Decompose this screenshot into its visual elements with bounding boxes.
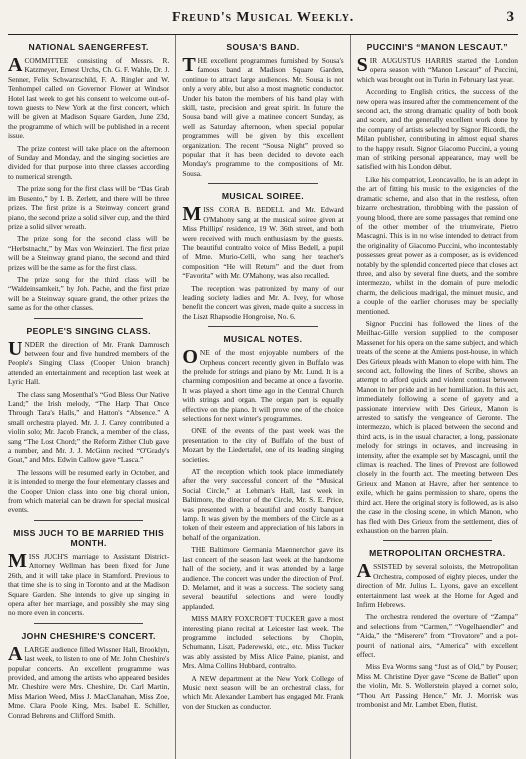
section-divider — [34, 520, 143, 521]
article-paragraph: ONE of the most enjoyable numbers of the Orpheus concert recently given in Buffalo was the prelude for strings and piano by Mr. Lund. It is a charming composition and became at once a favorite. It was played a short time ago in the Central Church with strings and organ. The organ part is equally effective on the piano. It will prove one of the choice selections for next winter's programmes. — [182, 346, 344, 423]
article-paragraph: The lessons will be resumed early in October, and it is intended to merge the four elementary classes and the Cooper Union class into one big choral union, from which material can be drawn for special musical events. — [8, 467, 170, 515]
column-3 — [350, 35, 518, 759]
article-heading: PUCCINI'S “MANON LESCAUT.” — [366, 42, 508, 52]
article-heading: NATIONAL SAENGERFEST. — [28, 42, 149, 52]
article-heading: MUSICAL SOIREE. — [221, 191, 305, 202]
publication-title: Freund's Musical Weekly. — [171, 10, 355, 25]
section-divider — [34, 623, 143, 624]
section-divider — [208, 326, 317, 327]
article-paragraph: MISS JUCH'S marriage to Assistant District-Attorney Wellman has been fixed for June 26th, and it will take place in Stamford. Previous to that time she is to sing in Toronto and at the Madison Square Garden. She intends to give up singing in opera after her marriage, and possibly she may sing no more even in concerts. — [8, 549, 170, 618]
article — [8, 623, 169, 720]
article — [182, 326, 343, 711]
article-paragraph: AT the reception which took place immediately after the very successful concert of the “Musical Social Circle,” at Lehman's Hall, last week in Baltimore, the director of the Circle, Mr. S. E. Price, was presented with a beautiful and costly banquet lamp. It was given by the members of the Circle as a token of their esteem and appreciation of his labors in behalf of the organization. — [182, 467, 344, 542]
article-heading: MUSICAL NOTES. — [223, 334, 303, 345]
article-paragraph: The prize song for the first class will be “Das Grab im Busento,” by I. B. Zerlett, and there will be three prizes. The first prize is a Steinway concert grand piano, the second prize a solid silver cup, and the third prize a solid silver wreath. — [8, 184, 170, 231]
article-paragraph: The class sang Mosenthal's “God Bless Our Native Land;” the Irish melody, “The Harp That Once Through Tara's Halls,” and Hatton's “Absence.” A small orchestra played. Mr. J. J. Carey contributed a violin solo; Mr. Jacob Franck, a member of the class, sang “The Lost Chord;” the Reform Zither Club gave a number, and Mr. J. J. McGinn recited “O'Grady's Goat,” and Mrs. Edwin Callow gave “Lasca.” — [8, 389, 170, 465]
article-paragraph: The prize contest will take place on the afternoon of Sunday and Monday, and the singing societies are divided for that purpose into three classes according to numerical strength. — [8, 143, 170, 181]
article-paragraph: THE Baltimore Germania Maennerchor gave its last concert of the season last week at the handsome hall of the society, and it was attended by a large audience. The concert was under the direction of Prof. D. Melamet, and it was a success. The society sang several beautiful selections and were loudly applauded. — [182, 545, 344, 611]
article-heading: MISS JUCH TO BE MARRIED THIS MONTH. — [13, 527, 165, 548]
article-paragraph: SIR AUGUSTUS HARRIS started the London opera season with “Manon Lescaut” of Puccini, which was brought out in Turin in February last year. — [356, 54, 518, 84]
article-heading: PEOPLE'S SINGING CLASS. — [26, 325, 151, 336]
article-columns — [8, 35, 518, 759]
article-paragraph: The prize song for the third class will be “Waldeinsamkeit,” by Joh. Pache, and the first prize will be a Steinway square grand, the other prizes the same as for the other classes. — [8, 274, 170, 313]
article — [8, 42, 169, 313]
article-paragraph: A NEW department at the New York College of Music next season will be an orchestral class, for which Mr. Alexander Lambert has engaged Mr. Frank von der Stucken as conductor. — [182, 673, 344, 711]
article-paragraph: MISS MARY FOXCROFT TUCKER gave a most interesting piano recital at Leicester last week. The programme included selections by Chopin, Schumann, Liszt, Paderewski, etc., etc. Miss Tucker was ably assisted by Miss Alice Paine, pianist, and Mrs. Alma Collins Hubbard, contralto. — [182, 614, 344, 671]
section-divider — [208, 183, 317, 184]
article — [182, 42, 343, 178]
article — [182, 183, 343, 321]
column-1 — [8, 35, 169, 759]
article-heading: JOHN CHESHIRE'S CONCERT. — [21, 630, 156, 641]
article-paragraph: The orchestra rendered the overture of “Zampa” and selections from “Carmen,” “Vogelhaendler” and “Aida,” the “Miserere” from “Trovatore” and a pot-pourri of national airs, “America” with excellent effect. — [356, 612, 518, 659]
article-heading: METROPOLITAN ORCHESTRA. — [369, 548, 506, 559]
masthead — [8, 6, 518, 35]
section-divider — [383, 540, 492, 541]
article-paragraph: ASSISTED by several soloists, the Metropolitan Orchestra, composed of eighty pieces, under the direction of Mr. Julius L. Lyons, gave an excellent entertainment last week at the Home for Aged and Infirm Hebrews. — [356, 560, 518, 609]
article-paragraph: Miss Eva Worms sang “Just as of Old,” by Pouser; Miss M. Christine Dyer gave “Scene de Ballet” upon the violin, Mr. S. Wollerstein played a cornet solo, “Thou Art Passing Hence,” Mr. J. Morrisk was trombonist and Mr. Lambet Eben, flutist. — [356, 662, 518, 709]
column-2 — [175, 35, 343, 759]
article — [8, 520, 169, 618]
article-paragraph: ONE of the events of the past week was the presentation to the city of Buffalo of the bust of Mozart by the Liedertafel, one of its leading singing societies. — [182, 426, 344, 464]
page-number: 3 — [506, 9, 514, 25]
article-paragraph: The reception was patronized by many of our leading society ladies and Mr. A. Ivey, for whose benefit the concert was given, made quite a success in the Liszt Rhapsodie Hongroise, No. 6. — [182, 283, 344, 321]
article-paragraph: The prize song for the second class will be “Herbstnacht,” by Max von Weinzierl. The first prize will be a Steinway grand piano, the second and third prizes will be the same as for the first class. — [8, 234, 170, 272]
article-paragraph: Signor Puccini has followed the lines of the Meilhac-Gille version supplied to the composer Massenet for his opera on the same subject, and which treats of the scene at the Amiens post-house, in which Des Grieux pleads with Manon to elope with him. The second act, following the lines of Scribe, shows an attempt to afford quick and violent contrast between Manon in her pride and in her humiliation. In this act, immediately following a scene of gayety and a passionate interview with Des Grieux, Manon is arrested to satisfy the vengeance of Geronte. The intermezzo, which is placed between the second and third acts, is in the usual character, a long, passionate melody for strings in octaves, and increasing in intensity, after the example set by Mascagni, until the climax is reached. The lines of Prevost are followed closely in the fourth act. The meeting between Des Grieux and Manon at Havre, after her sentence to exile, which he gains permission to share, opens the third act. Here the original story is followed, as is also the case in the closing scene, in which Manon, who has fled with Des Grieux from the settlement, dies of exhaustion on the barren plain. — [356, 318, 518, 535]
article-paragraph: According to English critics, the success of the new opera was insured after the commencement of the second act, the strong dramatic quality of both book and score, and the generally excellent work done by the company of artists selected by Signor Ricordi, the Milan publisher, contributing in almost equal shares to the happy result. Signor Giacomo Puccini, a young man of striking personal appearance, may well be satisfied with his London début. — [356, 87, 518, 172]
section-divider — [34, 318, 143, 319]
article-paragraph: ACOMMITTEE consisting of Messrs. R. Katzmeyer, Ernest Urchs, Ch. G. F. Wahle, Dr. J. Senner, Felix Schwarzschild, F. A. Ringler and W. Tenhompel called on Governor Flower at Windsor Hotel last week to get his consent to welcome out-of-town guests to New York at the first concert, which will be given at Madison Square Garden, June 23d, the programme of which will be published in a recent issue. — [8, 54, 170, 141]
article-paragraph: Like his compatriot, Leoncavallo, he is an adept in the art of fitting his music to the exigencies of the dramatic scheme, and also that in the restless, often bizarre orchestration, throbbing with the passion of young blood, there are some passages that remind one of the other member of the triumvirate, Pietro Mascagni. This is in no wise intended to detract from the originality of Giacomo Puccini, who incontestably possesses great power as a composer, as is evidenced notably by the splendid concerted piece that closes act three, and also by several fine duets, and the sombre intermezzo, whilst in the domain of pure melodic charm, the delicious madrigal, the minuet music, and a couple of the earlier choruses may be specially mentioned. — [356, 174, 518, 316]
article-paragraph: UNDER the direction of Mr. Frank Damrosch between four and five hundred members of the People's Singing Class (Cooper Union branch) attended an entertainment and reception last week at Lyric Hall. — [8, 337, 170, 387]
article-paragraph: ALARGE audience filled Wissner Hall, Brooklyn, last week, to listen to one of Mr. John Cheshire's popular concerts. An excellent programme was provided, and among the artists who appeared besides Mr. Cheshire were Mrs. Cheshire, Dr. Carl Martin, Miss Marion Weed, Miss J. MacClanahan, Miss Zoe, Mme. Clara Poole King, Mrs. Isabel E. Schiller, Conrad Behrens and Clifford Smith. — [8, 642, 170, 720]
article-paragraph: MISS CORA B. BEDELL and Mr. Edward O'Mahony sang at the musical soiree given at Miss Phillips' residence, 19 W. 36th street, and both were received with much enthusiasm by the guests. The beautiful contralto voice of Miss Bedell, a pupil of Mme. Murio-Celli, who sang her teacher's composition “He will Return” and the duet from “Favorita” with Mr. O'Mahony, was also recalled. — [182, 203, 344, 281]
article-heading: SOUSA'S BAND. — [226, 42, 300, 52]
article — [357, 42, 518, 535]
article — [8, 318, 169, 515]
article — [357, 540, 518, 709]
article-paragraph: THE excellent programmes furnished by Sousa's famous band at Madison Square Garden, continue to attract large audiences. Mr. Sousa is not only a very able, but also a most magnetic conductor. Under his baton the members of his band play with skill, taste, precision and great spirit. In future the Sousa band will give a matinee concert Sunday, as well as Saturday afternoon, when special popular programmes will be given by this excellent organization. The recent “Sousa Night” proved so popular that it has been decided to devote each Monday's programme to the compositions of Mr. Sousa. — [182, 54, 344, 178]
